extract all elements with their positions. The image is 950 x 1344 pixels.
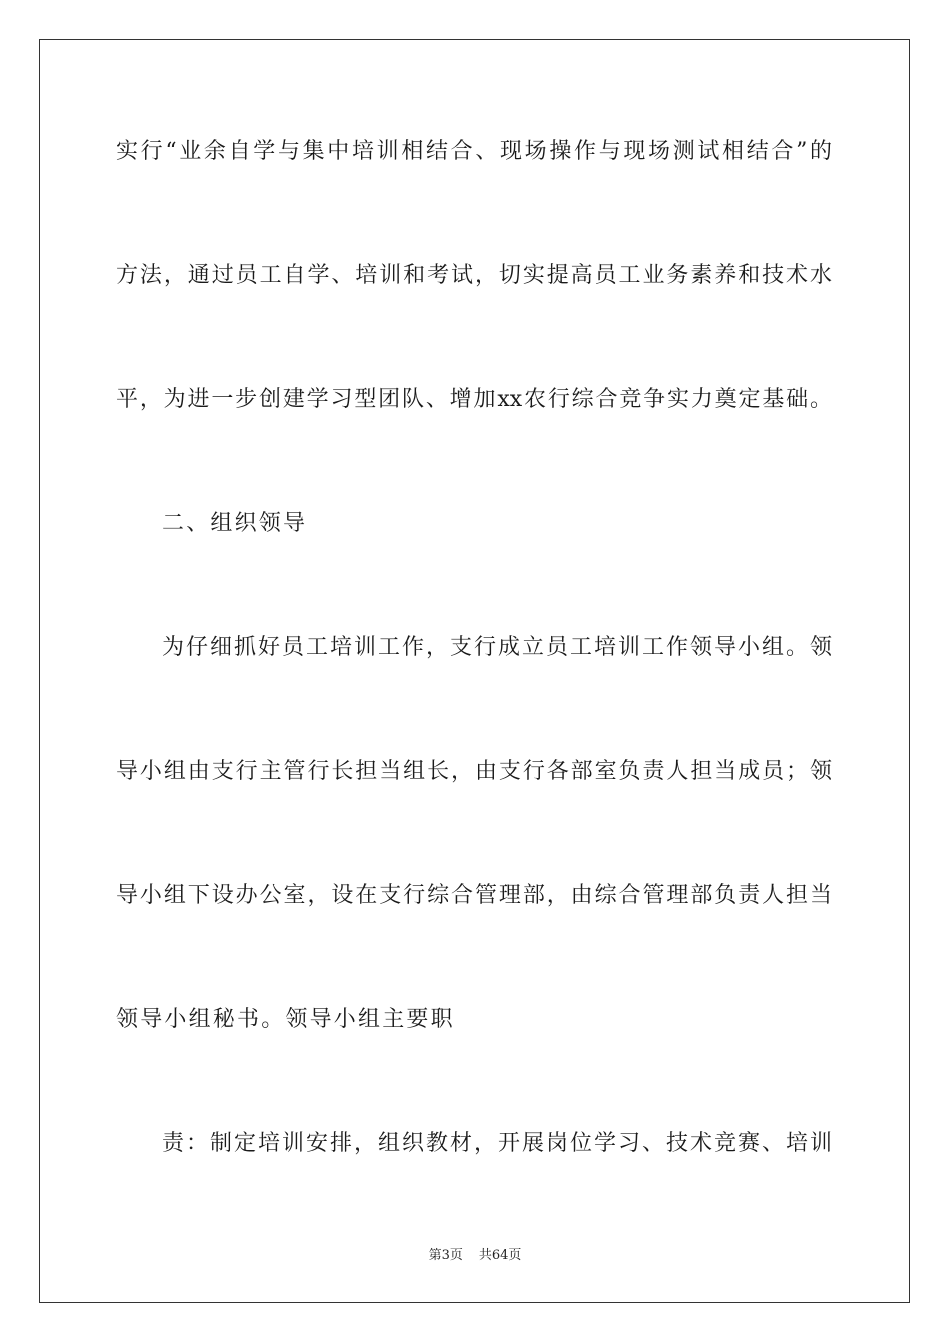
body-text-line-3: 平，为进一步创建学习型团队、增加xx农行综合竞争实力奠定基础。 bbox=[116, 387, 832, 412]
body-text-line-7: 导小组下设办公室，设在支行综合管理部，由综合管理部负责人担当 bbox=[116, 883, 832, 908]
body-text-line-6: 导小组由支行主管行长担当组长，由支行各部室负责人担当成员；领 bbox=[116, 759, 832, 784]
body-text-line-5: 为仔细抓好员工培训工作，支行成立员工培训工作领导小组。领 bbox=[162, 635, 832, 660]
body-text-line-1: 实行“业余自学与集中培训相结合、现场操作与现场测试相结合”的 bbox=[116, 139, 832, 164]
body-text-line-2: 方法，通过员工自学、培训和考试，切实提高员工业务素养和技术水 bbox=[116, 263, 832, 288]
section-heading: 二、组织领导 bbox=[162, 511, 308, 536]
page-number: 第3页 bbox=[428, 1248, 463, 1263]
body-text-line-9: 责：制定培训安排，组织教材，开展岗位学习、技术竞赛、培训 bbox=[162, 1131, 832, 1156]
page-footer bbox=[0, 1247, 950, 1265]
body-text-line-8: 领导小组秘书。领导小组主要职 bbox=[116, 1007, 455, 1032]
page-border bbox=[39, 39, 910, 1303]
page-total: 共64页 bbox=[478, 1248, 522, 1263]
